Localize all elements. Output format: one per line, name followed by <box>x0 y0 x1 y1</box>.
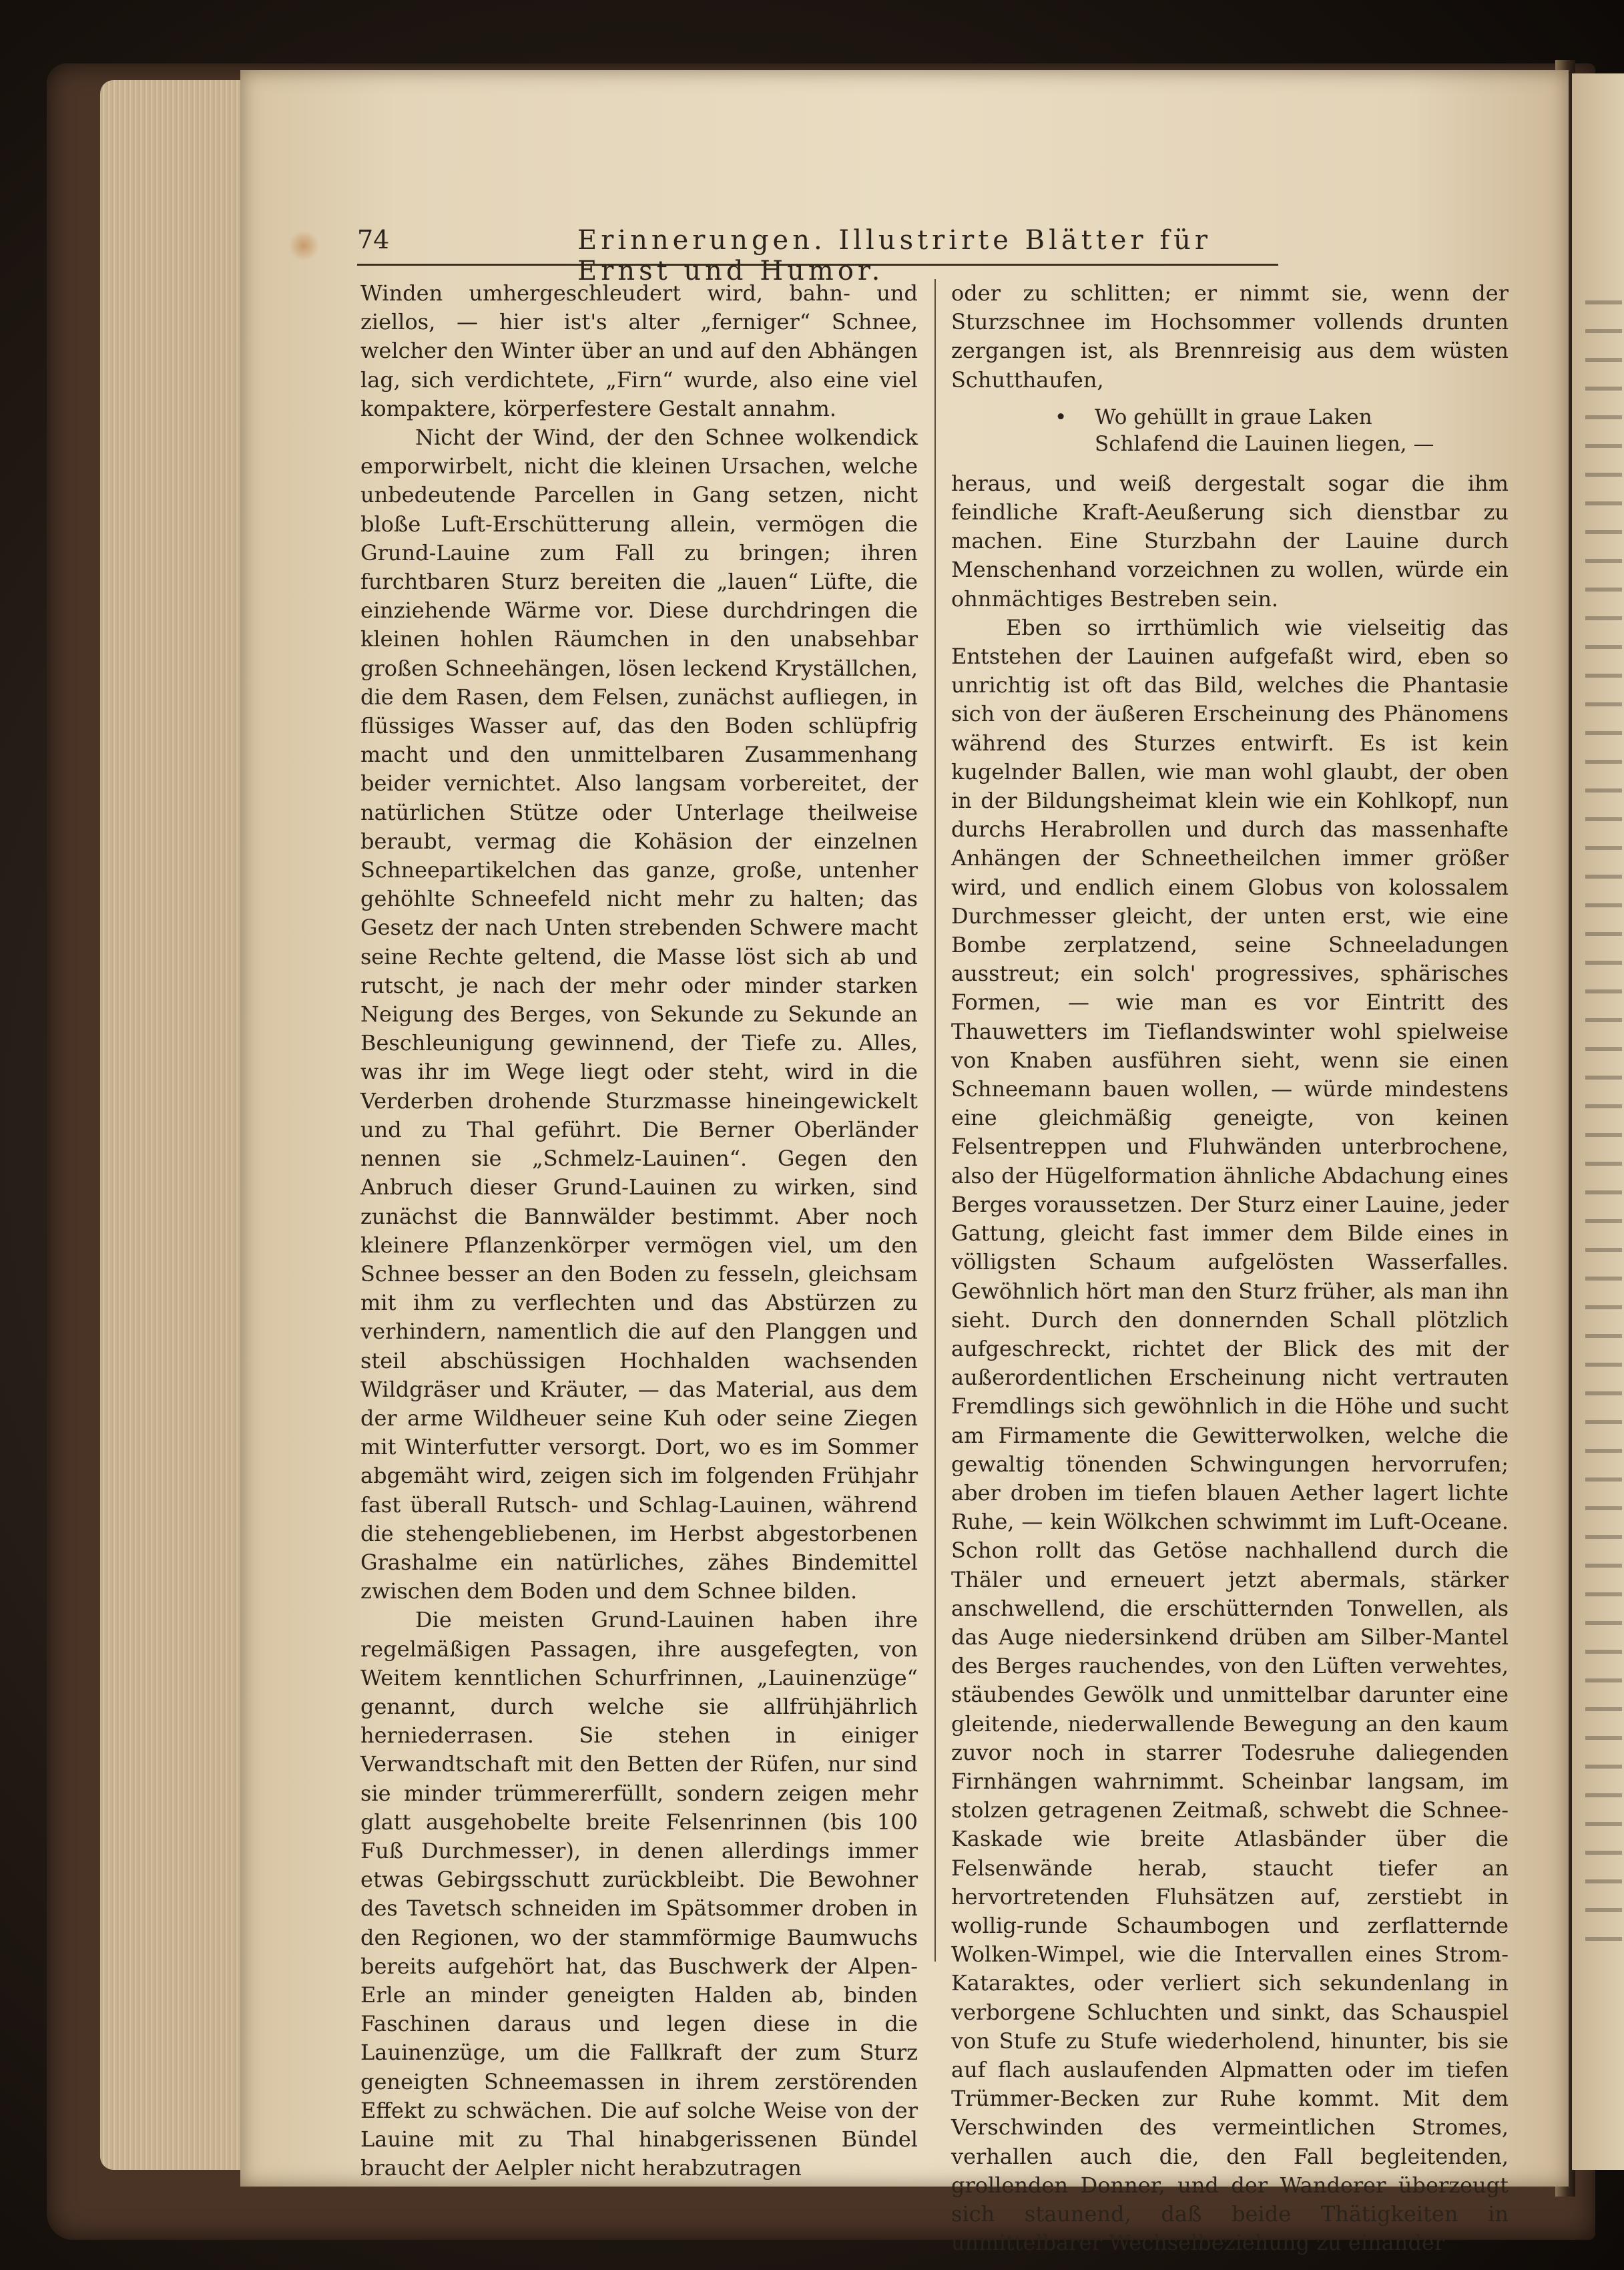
page-number: 74 <box>357 225 390 254</box>
paragraph: oder zu schlitten; er nimmt sie, wenn der Sturzschnee im Hochsommer vollends drunten zergangen ist, als Brennreisig aus dem wüsten Schutthaufen, <box>951 280 1509 393</box>
paragraph: Eben so irrthümlich wie vielseitig das Entstehen der Lauinen aufgefaßt wird, eben so unrichtig ist oft das Bild, welches die Phantasie sich von der äußeren Erscheinung des Phänomens während des Sturzes entwirft. Es ist kein kugelnder Ballen, wie man wohl glaubt, der oben in der Bildungsheimat klein wie ein Kohlkopf, nun durchs Herabrollen und durch das massenhafte Anhängen der Schneetheilchen immer größer wird, und endlich einem Globus von kolossalem Durchmesser gleicht, der unten erst, wie eine Bombe zerplatzend, seine Schneeladungen ausstreut; ein solch' progressives, sphärisches Formen, — wie man es vor Eintritt des Thauwetters im Tieflandswinter wohl spielweise von Knaben ausführen sieht, wenn sie einen Schneemann bauen wollen, — würde mindestens eine gleichmäßig geneigte, von keinen Felsentreppen und Fluhwänden unterbrochene, also der Hügelformation ähnliche Abdachung eines Berges voraussetzen. Der Sturz einer Lauine, jeder Gattung, gleicht fast immer dem Bilde eines in völligsten Schaum aufgelösten Wasserfalles. Gewöhnlich hört man den Sturz früher, als man ihn sieht. Durch den donnernden Schall plötzlich aufgeschreckt, richtet der Blick des mit der außerordentlichen Erscheinung nicht vertrauten Fremdlings sich gewöhnlich in die Höhe und sucht am Firmamente die Gewitterwolken, welche die gewaltig tönenden Schwingungen hervorrufen; aber droben im tiefen blauen Aether lagert lichte Ruhe, — kein Wölkchen schwimmt im Luft-Oceane. Schon rollt das Getöse nachhallend durch die Thäler und erneuert jetzt abermals, stärker anschwellend, die erschütternden Tonwellen, als das Auge niedersinkend drüben am Silber-Mantel des Berges rauchendes, von den Lüften verwehtes, stäubendes Gewölk und unmittelbar darunter eine gleitende, niederwallende Bewegung an den kaum zuvor noch in starrer Todesruhe daliegenden Firnhängen wahrnimmt. Scheinbar langsam, im stolzen getragenen Zeitmaß, schwebt die Schnee-Kaskade wie breite Atlasbänder über die Felsenwände herab, staucht tiefer an hervortretenden Fluhsätzen auf, zerstiebt in wollig-runde Schaumbogen und zerflatternde Wolken-Wimpel, wie die Intervallen eines Strom-Kataraktes, oder verliert sich sekundenlang in verborgene Schluchten und sinkt, das Schauspiel von Stufe zu Stufe wiederholend, hinunter, bis sie auf flach auslaufenden Alpmatten oder im tiefen Trümmer-Becken zur Ruhe kommt. Mit dem Verschwinden des vermeintlichen Stromes, verhallen auch die, den Fall begleitenden, grollenden Donner, und der Wanderer überzeugt sich staunend, daß beide Thätigkeiten in unmittelbarer Wechselbeziehung zu einander <box>951 614 1509 2256</box>
verse-line: Schlafend die Lauinen liegen, — <box>1095 431 1434 456</box>
paragraph: Die meisten Grund-Lauinen haben ihre regelmäßigen Passagen, ihre ausgefegten, von Weitem kenntlichen Schurfrinnen, „Lauinenzüge“ genannt, durch welche sie allfrühjährlich herniederrasen. Sie stehen in einiger Verwandtschaft mit den Betten der Rüfen, nur sind sie minder trümmererfüllt, sondern zeigen mehr glatt ausgehobelte breite Felsenrinnen (bis 100 Fuß Durchmesser), in denen allerdings immer etwas Gebirgsschutt zurückbleibt. Die Bewohner des Tavetsch schneiden im Spätsommer droben in den Regionen, wo der stammförmige Baumwuchs bereits aufgehört hat, das Buschwerk der Alpen-Erle an minder geneigten Halden ab, binden Faschinen daraus und legen diese in die Lauinenzüge, um die Fallkraft der zum Sturz geneigten Schneemassen in ihrem zerstörenden Effekt zu schwächen. Die auf solche Weise von der Lauine mit zu Thal hinabgerissenen Bündel braucht der Aelpler nicht herabzutragen <box>360 1607 918 2181</box>
page-edges <box>100 80 254 2170</box>
paragraph: Winden umhergeschleudert wird, bahn- und ziellos, — hier ist's alter „ferniger“ Schnee, welcher den Winter über an und auf den Abhängen lag, sich verdichtete, „Firn“ wurde, also eine viel kompaktere, körperfestere Gestalt annahm. <box>360 280 918 421</box>
verse-quote <box>951 404 1509 457</box>
facing-page-text-fragment <box>1585 280 1622 1950</box>
paragraph: Nicht der Wind, der den Schnee wolkendick emporwirbelt, nicht die kleinen Ursachen, welche unbedeutende Parcellen in Gang setzen, nicht bloße Luft-Erschütterung allein, vermögen die Grund-Lauine zum Fall zu bringen; ihren furchtbaren Sturz bereiten die „lauen“ Lüfte, die einziehende Wärme vor. Diese durchdringen die kleinen hohlen Räumchen in den unabsehbar großen Schneehängen, lösen leckend Kryställchen, die dem Rasen, dem Felsen, zunächst aufliegen, in flüssiges Wasser auf, das den Boden schlüpfrig macht und den unmittelbaren Zusammenhang beider vernichtet. Also langsam vorbereitet, der natürlichen Stütze oder Unterlage theilweise beraubt, vermag die Kohäsion der einzelnen Schneepartikelchen das ganze, große, untenher gehöhlte Schneefeld nicht mehr zu halten; das Gesetz der nach Unten strebenden Schwere macht seine Rechte geltend, die Masse löst sich ab und rutscht, je nach der mehr oder minder starken Neigung des Berges, von Sekunde zu Sekunde an Beschleunigung gewinnend, der Tiefe zu. Alles, was ihr im Wege liegt oder steht, wird in die Verderben drohende Sturzmasse hineingewickelt und zu Thal geführt. Die Berner Oberländer nennen sie „Schmelz-Lauinen“. Gegen den Anbruch dieser Grund-Lauinen zu wirken, sind zunächst die Bannwälder bestimmt. Aber noch kleinere Pflanzenkörper vermögen viel, um den Schnee besser an den Boden zu fesseln, gleichsam mit ihm zu verflechten und das Abstürzen zu verhindern, namentlich die auf den Planggen und steil abschüssigen Hochhalden wachsenden Wildgräser und Kräuter, — das Material, aus dem der arme Wildheuer seine Kuh oder seine Ziegen mit Winterfutter versorgt. Dort, wo es im Sommer abgemäht wird, zeigen sich im folgenden Frühjahr fast überall Rutsch- und Schlag-Lauinen, während die stehengebliebenen, im Herbst abgestorbenen Grashalme ein natürliches, zähes Bindemittel zwischen dem Boden und dem Schnee bilden. <box>360 425 918 1604</box>
left-column <box>360 279 918 2183</box>
column-divider <box>934 279 936 1962</box>
verse-mark: • <box>1055 405 1067 429</box>
right-column <box>951 279 1509 2257</box>
paragraph: heraus, und weiß dergestalt sogar die ihm feindliche Kraft-Aeußerung sich dienstbar zu machen. Eine Sturzbahn der Lauine durch Menschenhand vorzeichnen zu wollen, würde ein ohnmächtiges Bestreben sein. <box>951 470 1509 612</box>
running-title: Erinnerungen. Illustrirte Blätter für Ernst und Humor. <box>577 225 1212 286</box>
verse-line: Wo gehüllt in graue Laken <box>1095 405 1372 429</box>
page-stain <box>288 230 319 261</box>
page-header <box>357 224 1278 286</box>
